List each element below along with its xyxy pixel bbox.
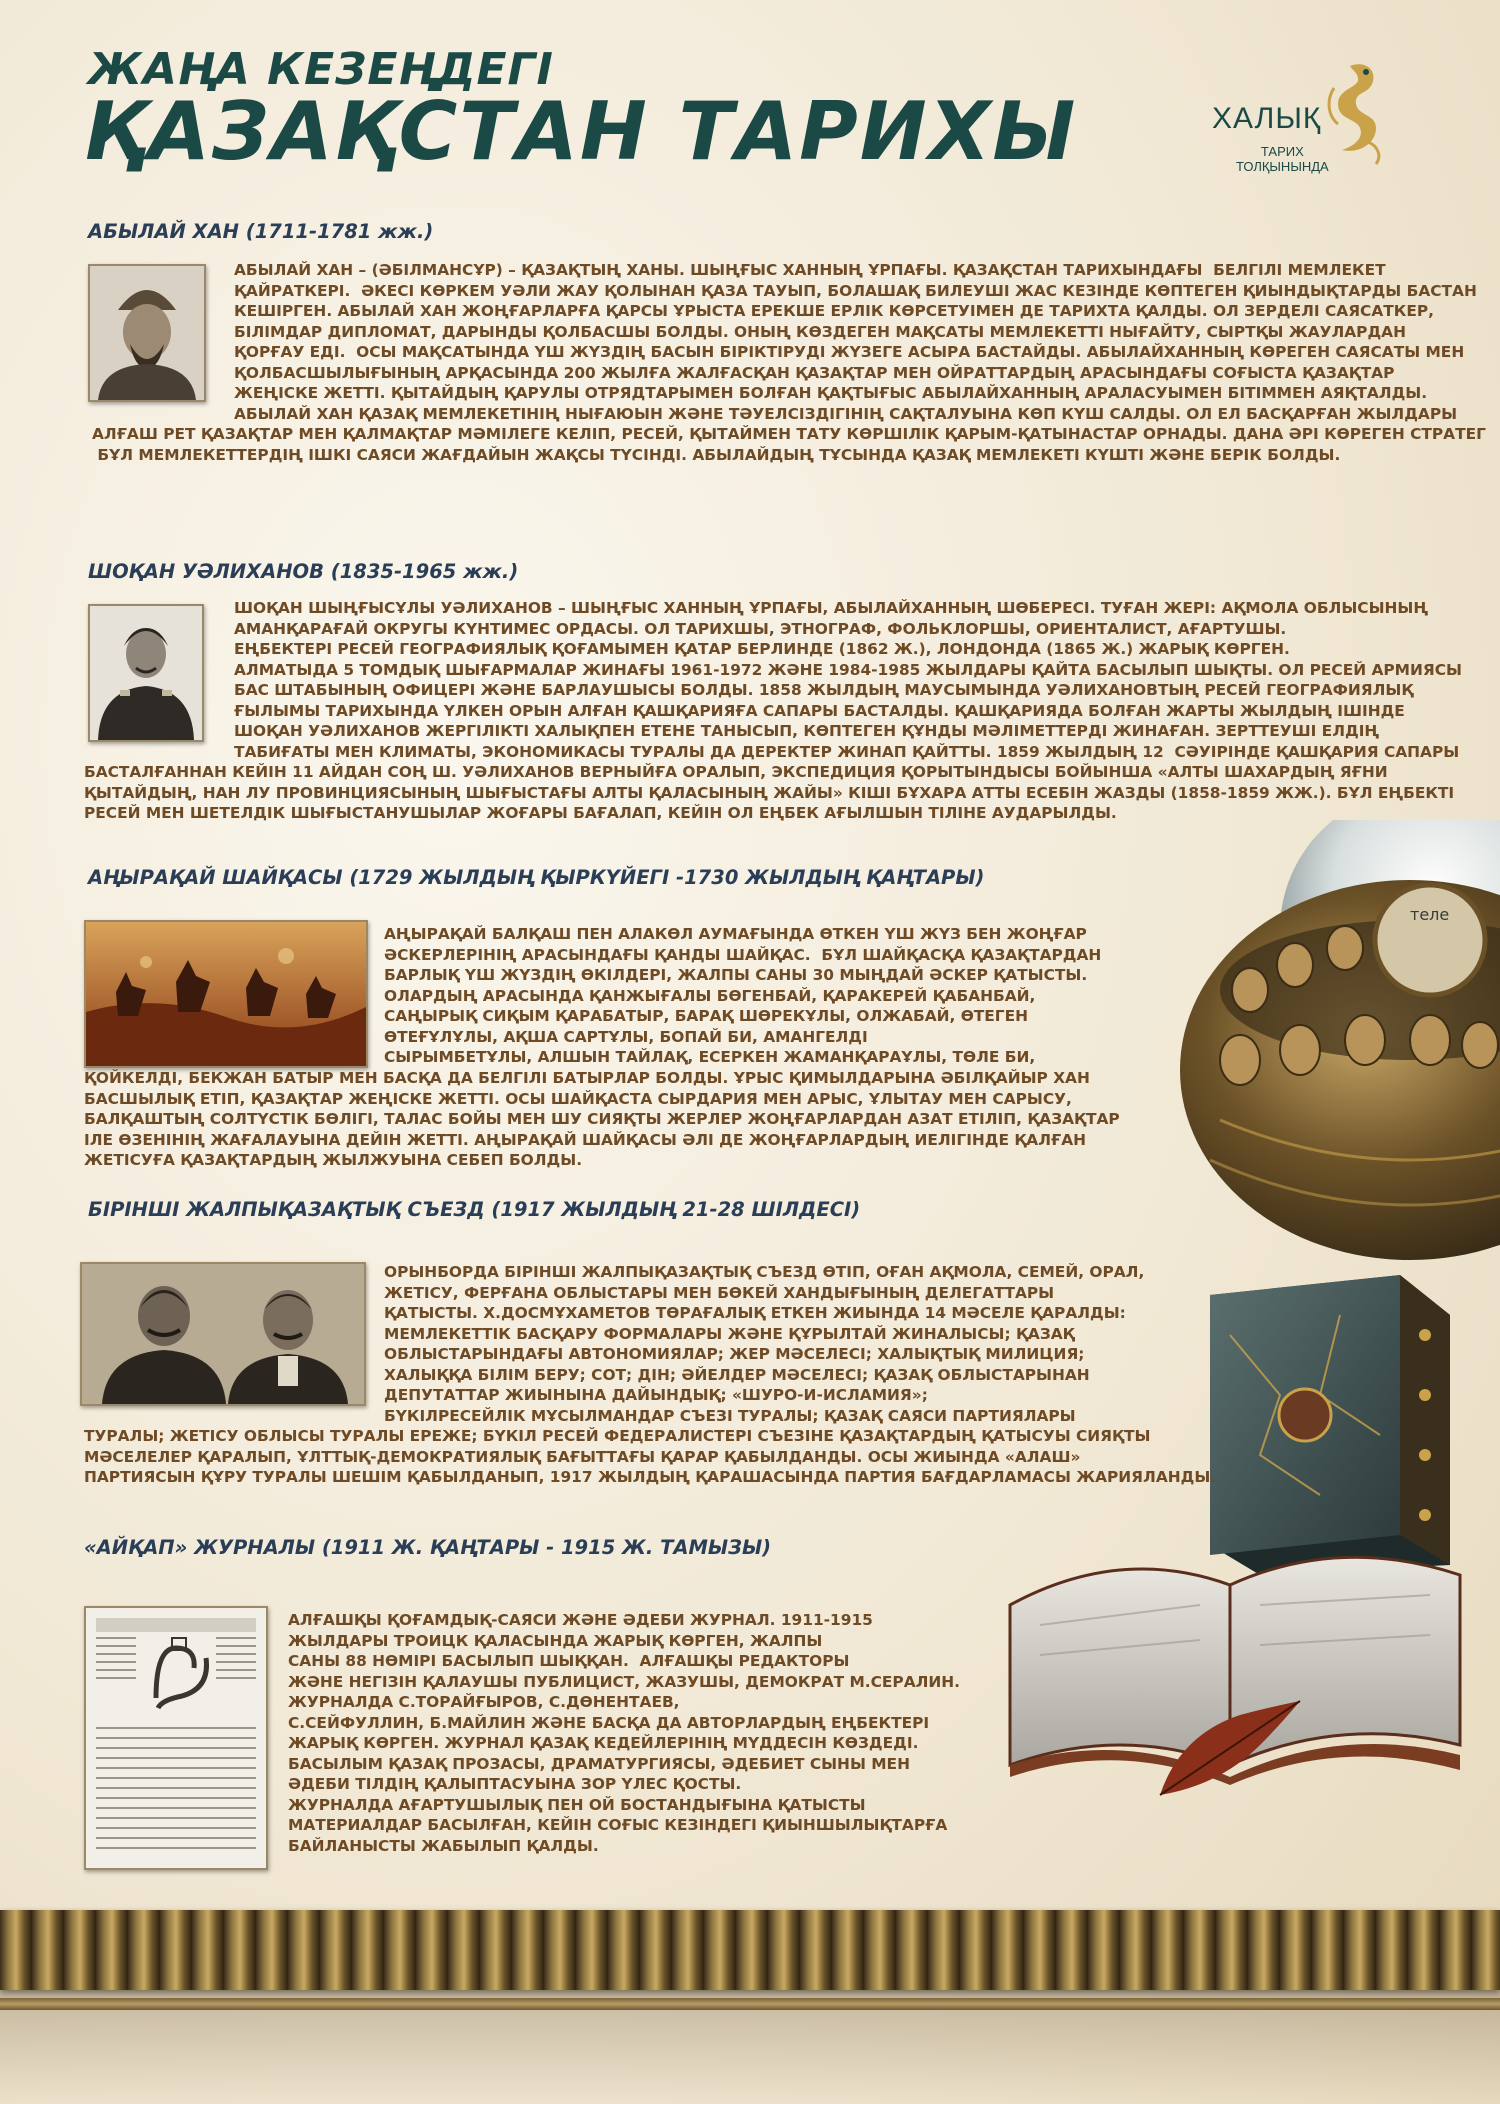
logo-tagline-2: ТОЛҚЫНЫНДА — [1236, 159, 1329, 174]
text-line: РЕСЕЙ МЕН ШЕТЕЛДІК ШЫҒЫСТАНУШЫЛАР ЖОҒАРЫ БАҒАЛАП, КЕЙІН ОЛ ЕҢБЕК АҒЫЛШЫН ТІЛІНЕ АУДАРЫЛДЫ. — [84, 804, 1117, 822]
text-line: ҚАЙРАТКЕРІ. ӘКЕСІ КӨРКЕМ УӘЛИ ЖАУ ҚОЛЫНАН ҚАЗА ТАУЫП, БОЛАШАҚ БИЛЕУШІ ЖАС КЕЗІНДЕ КӨПТЕГЕН ҚИЫНДЫҚТАРДЫ БАСТАН — [234, 281, 1477, 300]
text-line: ЖЫЛДАРЫ ТРОИЦК ҚАЛАСЫНДА ЖАРЫҚ КӨРГЕН, ЖАЛПЫ — [288, 1631, 823, 1650]
section-body-shokan-top — [234, 598, 1462, 762]
text-line: БІЛІМДАР ДИПЛОМАТ, ДАРЫНДЫ ҚОЛБАСШЫ БОЛДЫ. ОНЫҢ КӨЗДЕГЕН МАҚСАТЫ МЕМЛЕКЕТТІ НЫҒАЙТУ, СЫРТҚЫ ЖАУЛАРДАН — [234, 322, 1406, 341]
section-body-anyrakai-bottom — [84, 1068, 1120, 1171]
text-line: ЖӘНЕ НЕГІЗІН ҚАЛАУШЫ ПУБЛИЦИСТ, ЖАЗУШЫ, ДЕМОКРАТ М.СЕРАЛИН. — [288, 1672, 961, 1691]
text-line: ҚОЛБАСШЫЛЫҒЫНЫҢ АРҚАСЫНДА 200 ЖЫЛҒА ЖАЛҒАСҚАН ҚАЗАҚТАР МЕН ОЙРАТТАРДЫҢ АРАСЫНДАҒЫ СОҒЫСТА ҚАЗАҚТАР — [234, 363, 1395, 382]
section-body-shokan-bottom — [84, 762, 1454, 824]
text-line: ЖУРНАЛДА С.ТОРАЙҒЫРОВ, С.ДӨНЕНТАЕВ, — [288, 1693, 680, 1711]
bronze-ornament-border — [0, 1910, 1500, 1990]
text-line: БАРЛЫҚ ҮШ ЖҮЗДІҢ ӨКІЛДЕРІ, ЖАЛПЫ САНЫ 30 МЫҢДАЙ ӘСКЕР ҚАТЫСТЫ. — [384, 966, 1088, 984]
portrait-ablai-khan — [88, 264, 206, 402]
photo-congress-leaders — [80, 1262, 366, 1406]
text-line: АМАНҚАРАҒАЙ ОКРУГЫ КҮНТИМЕС ОРДАСЫ. ОЛ ТАРИХШЫ, ЭТНОГРАФ, ФОЛЬКЛОРШЫ, ОРИЕНТАЛИСТ, АҒАРТУШЫ. — [234, 619, 1287, 638]
text-line: ЕҢБЕКТЕРІ РЕСЕЙ ГЕОГРАФИЯЛЫҚ ҚОҒАМЫМЕН ҚАТАР БЕРЛИНДЕ (1862 Ж.), ЛОНДОНДА (1865 Ж.) ЖАРЫҚ КӨРГЕН. — [234, 640, 1290, 658]
section-body-congress-top — [384, 1262, 1144, 1426]
text-line: ІЛЕ ӨЗЕНІНІҢ ЖАҒАЛАУЫНА ДЕЙІН ЖЕТТІ. АҢЫРАҚАЙ ШАЙҚАСЫ ӘЛІ ДЕ ЖОҢҒАРЛАРДЫҢ ИЕЛІГІНДЕ ҚАЛҒАН — [84, 1130, 1087, 1149]
text-line: МЕМЛЕКЕТТІК БАСҚАРУ ФОРМАЛАРЫ ЖӘНЕ ҚҰРЫЛТАЙ ЖИНАЛЫСЫ; ҚАЗАҚ — [384, 1324, 1075, 1343]
section-heading-aikap: «АЙҚАП» ЖУРНАЛЫ (1911 Ж. ҚАҢТАРЫ - 1915 Ж. ТАМЫЗЫ) — [84, 1536, 772, 1559]
text-line: ӘДЕБИ ТІЛДІҢ ҚАЛЫПТАСУЫНА ЗОР ҮЛЕС ҚОСТЫ. — [288, 1775, 742, 1793]
text-line: ӘСКЕРЛЕРІНІҢ АРАСЫНДАҒЫ ҚАНДЫ ШАЙҚАС. БҰЛ ШАЙҚАСҚА ҚАЗАҚТАРДАН — [384, 945, 1102, 964]
text-line: АЛҒАШҚЫ ҚОҒАМДЫҚ-САЯСИ ЖӘНЕ ӘДЕБИ ЖУРНАЛ. 1911-1915 — [288, 1611, 873, 1629]
section-body-aikap — [288, 1610, 960, 1856]
section-heading-anyrakai: АҢЫРАҚАЙ ШАЙҚАСЫ (1729 ЖЫЛДЫҢ ҚЫРКҮЙЕГІ -1730 ЖЫЛДЫҢ ҚАҢТАРЫ) — [88, 866, 985, 889]
portrait-ablai-khan-icon — [90, 266, 204, 400]
text-line: ӨТЕҒҰЛҰЛЫ, АҚША САРТҰЛЫ, БОПАЙ БИ, АМАНГЕЛДІ — [384, 1027, 868, 1046]
text-line: КЕШІРГЕН. АБЫЛАЙ ХАН ЖОҢҒАРЛАРҒА ҚАРСЫ ҰРЫСТА ЕРЕКШЕ ЕРЛІК КӨРСЕТУІМЕН ДЕ ТАРИХТА ҚАЛДЫ. ОЛ ЗЕРДЕЛІ САЯСАТКЕР, — [234, 302, 1434, 320]
text-line: ТУРАЛЫ; ЖЕТІСУ ОБЛЫСЫ ТУРАЛЫ ЕРЕЖЕ; БҮКІЛ РЕСЕЙ ФЕДЕРАЛИСТЕРІ СЪЕЗІНЕ ҚАЗАҚТАРДЫҢ ҚАТЫСУЫ СИЯҚТЫ — [84, 1427, 1151, 1445]
page-title: ҚАЗАҚСТАН ТАРИХЫ — [84, 85, 1078, 178]
text-line: ҚОЙКЕЛДІ, БЕКЖАН БАТЫР МЕН БАСҚА ДА БЕЛГІЛІ БАТЫРЛАР БОЛДЫ. ҰРЫС ҚИМЫЛДАРЫНА ӘБІЛҚАЙЫР ХАН — [84, 1069, 1090, 1087]
text-line: ТАБИҒАТЫ МЕН КЛИМАТЫ, ЭКОНОМИКАСЫ ТУРАЛЫ ДА ДЕРЕКТЕР ЖИНАП ҚАЙТТЫ. 1859 ЖЫЛДЫҢ 12 СӘУІРІНДЕ ҚАШҚАРИЯ САПАРЫ — [234, 742, 1460, 761]
text-line: БҮКІЛРЕСЕЙЛІК МҰСЫЛМАНДАР СЪЕЗІ ТУРАЛЫ; ҚАЗАҚ САЯСИ ПАРТИЯЛАРЫ — [384, 1406, 1076, 1425]
text-line: ЖЕТІСУ, ФЕРҒАНА ОБЛЫСТАРЫ МЕН БӨКЕЙ ХАНДЫҒЫНЫҢ ДЕЛЕГАТТАРЫ — [384, 1283, 1055, 1302]
text-line: ОРЫНБОРДА БІРІНШІ ЖАЛПЫҚАЗАҚТЫҚ СЪЕЗД ӨТІП, ОҒАН АҚМОЛА, СЕМЕЙ, ОРАЛ, — [384, 1263, 1145, 1281]
text-line: АБЫЛАЙ ХАН ҚАЗАҚ МЕМЛЕКЕТІНІҢ НЫҒАЮЫН ЖӘНЕ ТӘУЕЛСІЗДІГІНІҢ САҚТАЛУЫНА КӨП КҮШ САЛДЫ. ОЛ ЕЛ БАСҚАРҒАН ЖЫЛДАРЫ — [234, 404, 1458, 423]
golden-ornament-logo-icon — [1320, 58, 1390, 168]
text-line: БАСШЫЛЫҚ ЕТІП, ҚАЗАҚТАР ЖЕҢІСКЕ ЖЕТТІ. ОСЫ ШАЙҚАСТА СЫРДАРИЯ МЕН АРЫС, ҰЛЫТАУ МЕН САРЫСУ, — [84, 1089, 1072, 1108]
section-heading-congress: БІРІНШІ ЖАЛПЫҚАЗАҚТЫҚ СЪЕЗД (1917 ЖЫЛДЫҢ 21-28 ШІЛДЕСІ) — [88, 1198, 861, 1221]
logo-tagline-1: ТАРИХ — [1260, 144, 1304, 159]
text-line: САНЫ 88 НӨМІРІ БАСЫЛЫП ШЫҚҚАН. АЛҒАШҚЫ РЕДАКТОРЫ — [288, 1652, 850, 1670]
text-line: АЛМАТЫДА 5 ТОМДЫҚ ШЫҒАРМАЛАР ЖИНАҒЫ 1961-1972 ЖӘНЕ 1984-1985 ЖЫЛДАРЫ ҚАЙТА БАСЫЛЫП ШЫҚТЫ. ОЛ РЕСЕЙ АРМИЯСЫ — [234, 660, 1462, 679]
text-line: АЛҒАШ РЕТ ҚАЗАҚТАР МЕН ҚАЛМАҚТАР МӘМІЛЕГЕ КЕЛІП, РЕСЕЙ, ҚЫТАЙМЕН ТАТУ КӨРШІЛІК ҚАРЫМ-ҚАТЫНАСТАР ОРНАДЫ. ДАНА ӘРІ КӨРЕГЕН СТРАТЕГ — [92, 425, 1486, 443]
text-line: ПАРТИЯСЫН ҚҰРУ ТУРАЛЫ ШЕШІМ ҚАБЫЛДАНЫП, 1917 ЖЫЛДЫҢ ҚАРАШАСЫНДА ПАРТИЯ БАҒДАРЛАМАСЫ ЖАРИЯЛАНДЫ. — [84, 1468, 1217, 1486]
text-line: ШОҚАН УӘЛИХАНОВ ЖЕРГІЛІКТІ ХАЛЫҚПЕН ЕТЕНЕ ТАНЫСЫП, КӨПТЕГЕН ҚҰНДЫ МӘЛІМЕТТЕРДІ ЖИНАҒАН. ЗЕРТТЕУШІ ЕЛДІҢ — [234, 722, 1380, 740]
journal-cover-icon — [86, 1608, 266, 1868]
section-body-ablai-khan-bottom — [92, 424, 1486, 465]
text-line: ҚОРҒАУ ЕДІ. ОСЫ МАҚСАТЫНДА ҮШ ЖҮЗДІҢ БАСЫН БІРІКТІРУДІ ЖҮЗЕГЕ АСЫРА БАСТАЙДЫ. АБЫЛАЙХАННЫҢ КӨРЕГЕН САЯСАТЫ МЕН — [234, 343, 1465, 361]
casket-lid-text: теле — [1410, 905, 1450, 924]
text-line: ОЛАРДЫҢ АРАСЫНДА ҚАНЖЫҒАЛЫ БӨГЕНБАЙ, ҚАРАКЕРЕЙ ҚАБАНБАЙ, — [384, 986, 1036, 1005]
feather-quill-icon — [1150, 1695, 1310, 1815]
title-line-1: ЖАҢА КЕЗЕҢДЕГІ — [88, 44, 554, 95]
battle-painting-icon — [86, 922, 366, 1066]
journal-cover-aikap — [84, 1606, 268, 1870]
logo-name: ХАЛЫҚ — [1212, 102, 1322, 135]
text-line: БҰЛ МЕМЛЕКЕТТЕРДІҢ ІШКІ САЯСИ ЖАҒДАЙЫН ЖАҚСЫ ТҮСІНДІ. АБЫЛАЙДЫҢ ТҰСЫНДА ҚАЗАҚ МЕМЛЕКЕТІ КҮШТІ ЖӘНЕ БЕРІК БОЛДЫ. — [92, 445, 1341, 464]
text-line: ҒЫЛЫМЫ ТАРИХЫНДА ҮЛКЕН ОРЫН АЛҒАН ҚАШҚАРИЯҒА САПАРЫ БАСТАЛДЫ. ҚАШҚАРИЯДА БОЛҒАН ЖАРТЫ ЖЫЛДЫҢ ІШІНДЕ — [234, 701, 1405, 720]
congress-photo-icon — [82, 1264, 364, 1404]
text-line: ЖЕТІСУҒА ҚАЗАҚТАРДЫҢ ЖЫЛЖУЫНА СЕБЕП БОЛДЫ. — [84, 1151, 583, 1169]
text-line: ДЕПУТАТТАР ЖИЫНЫНА ДАЙЫНДЫҚ; «ШУРО-И-ИСЛАМИЯ»; — [384, 1386, 928, 1404]
text-line: САҢЫРЫҚ СИҚЫМ ҚАРАБАТЫР, БАРАҚ ШӨРЕКҰЛЫ, ОЛЖАБАЙ, ӨТЕГЕН — [384, 1007, 1029, 1025]
text-line: ОБЛЫСТАРЫНДАҒЫ АВТОНОМИЯЛАР; ЖЕР МӘСЕЛЕСІ; ХАЛЫҚТЫҚ МИЛИЦИЯ; — [384, 1345, 1085, 1363]
text-line: БАЛҚАШТЫҢ СОЛТҮСТІК БӨЛІГІ, ТАЛАС БОЙЫ МЕН ШУ СИЯҚТЫ ЖЕРЛЕР ЖОҢҒАРЛАРДАН АЗАТ ЕТІЛІП, ҚАЗАҚТАР — [84, 1110, 1120, 1128]
text-line: БАСТАЛҒАННАН КЕЙІН 11 АЙДАН СОҢ Ш. УӘЛИХАНОВ ВЕРНЫЙҒА ОРАЛЫП, ЭКСПЕДИЦИЯ ҚОРЫТЫНДЫСЫ БОЙЫНША «АЛТЫ ШАХАРДЫҢ ЯҒНИ — [84, 763, 1388, 781]
text-line: БАС ШТАБЫНЫҢ ОФИЦЕРІ ЖӘНЕ БАРЛАУШЫСЫ БОЛДЫ. 1858 ЖЫЛДЫҢ МАУСЫМЫНДА УӘЛИХАНОВТЫҢ РЕСЕЙ ГЕОГРАФИЯЛЫҚ — [234, 681, 1414, 699]
logo-tagline — [1236, 144, 1329, 174]
text-line: МӘСЕЛЕЛЕР ҚАРАЛЫП, ҰЛТТЫҚ-ДЕМОКРАТИЯЛЫҚ БАҒЫТТАҒЫ ҚАРАР ҚАБЫЛДАНДЫ. ОСЫ ЖИЫНДА «АЛАШ» — [84, 1447, 1081, 1466]
section-heading-shokan: ШОҚАН УӘЛИХАНОВ (1835-1965 жж.) — [88, 560, 519, 583]
painting-anyrakai-battle — [84, 920, 368, 1068]
portrait-shokan-ualikhanov — [88, 604, 204, 742]
section-body-anyrakai-top — [384, 924, 1101, 1068]
text-line: С.СЕЙФУЛЛИН, Б.МАЙЛИН ЖӘНЕ БАСҚА ДА АВТОРЛАРДЫҢ ЕҢБЕКТЕРІ — [288, 1713, 930, 1732]
text-line: ЖАРЫҚ КӨРГЕН. ЖУРНАЛ ҚАЗАҚ КЕДЕЙЛЕРІНІҢ МҮДДЕСІН КӨЗДЕДІ. — [288, 1734, 919, 1752]
text-line: МАТЕРИАЛДАР БАСЫЛҒАН, КЕЙІН СОҒЫС КЕЗІНДЕГІ ҚИЫНШЫЛЫҚТАРҒА — [288, 1816, 948, 1834]
section-body-ablai-khan-top — [234, 260, 1477, 424]
section-heading-ablai-khan: АБЫЛАЙ ХАН (1711-1781 жж.) — [88, 220, 434, 243]
logo — [1212, 58, 1392, 178]
text-line: ШОҚАН ШЫҢҒЫСҰЛЫ УӘЛИХАНОВ – ШЫҢҒЫС ХАННЫҢ ҰРПАҒЫ, АБЫЛАЙХАННЫҢ ШӨБЕРЕСІ. ТУҒАН ЖЕРІ: АҚМОЛА ОБЛЫСЫНЫҢ — [234, 599, 1429, 617]
text-line: СЫРЫМБЕТҰЛЫ, АЛШЫН ТАЙЛАҚ, ЕСЕРКЕН ЖАМАНҚАРАҰЛЫ, ТӨЛЕ БИ, — [384, 1048, 1036, 1066]
text-line: ЖУРНАЛДА АҒАРТУШЫЛЫҚ ПЕН ОЙ БОСТАНДЫҒЫНА ҚАТЫСТЫ — [288, 1795, 866, 1814]
portrait-shokan-icon — [90, 606, 202, 740]
text-line: АҢЫРАҚАЙ БАЛҚАШ ПЕН АЛАКӨЛ АУМАҒЫНДА ӨТКЕН ҮШ ЖҮЗ БЕН ЖОҢҒАР — [384, 925, 1087, 943]
text-line: ҚАТЫСТЫ. Х.ДОСМҰХАМЕТОВ ТӨРАҒАЛЫҚ ЕТКЕН ЖИЫНДА 14 МӘСЕЛЕ ҚАРАЛДЫ: — [384, 1304, 1126, 1322]
text-line: ҚЫТАЙДЫҢ, НАН ЛУ ПРОВИНЦИЯСЫНЫҢ ШЫҒЫСТАҒЫ АЛТЫ ҚАЛАСЫНЫҢ ЖАЙЫ» КІШІ БҰХАРА АТТЫ ЕСЕБІН ЖАЗДЫ (1858-1859 ЖЖ.). БҰЛ ЕҢБЕКТІ — [84, 783, 1455, 802]
ornate-casket-globe-icon — [1180, 820, 1500, 1280]
text-line: АБЫЛАЙ ХАН – (ӘБІЛМАНСҰР) – ҚАЗАҚТЫҢ ХАНЫ. ШЫҢҒЫС ХАННЫҢ ҰРПАҒЫ. ҚАЗАҚСТАН ТАРИХЫНДАҒЫ БЕЛГІЛІ МЕМЛЕКЕТ — [234, 261, 1386, 279]
section-body-congress-bottom — [84, 1426, 1216, 1488]
text-line: БАЙЛАНЫСТЫ ЖАБЫЛЫП ҚАЛДЫ. — [288, 1836, 599, 1855]
bottom-shadow — [0, 1990, 1500, 2104]
text-line: ЖЕҢІСКЕ ЖЕТТІ. ҚЫТАЙДЫҢ ҚАРУЛЫ ОТРЯДТАРЫМЕН БОЛҒАН ҚАҚТЫҒЫС АБЫЛАЙХАННЫҢ АРАЛАСУЫМЕН БІТІММЕН АЯҚТАЛДЫ. — [234, 384, 1428, 402]
text-line: БАСЫЛЫМ ҚАЗАҚ ПРОЗАСЫ, ДРАМАТУРГИЯСЫ, ӘДЕБИЕТ СЫНЫ МЕН — [288, 1754, 910, 1773]
text-line: ХАЛЫҚҚА БІЛІМ БЕРУ; СОТ; ДІН; ӘЙЕЛДЕР МӘСЕЛЕСІ; ҚАЗАҚ ОБЛЫСТАРЫНАН — [384, 1365, 1090, 1384]
